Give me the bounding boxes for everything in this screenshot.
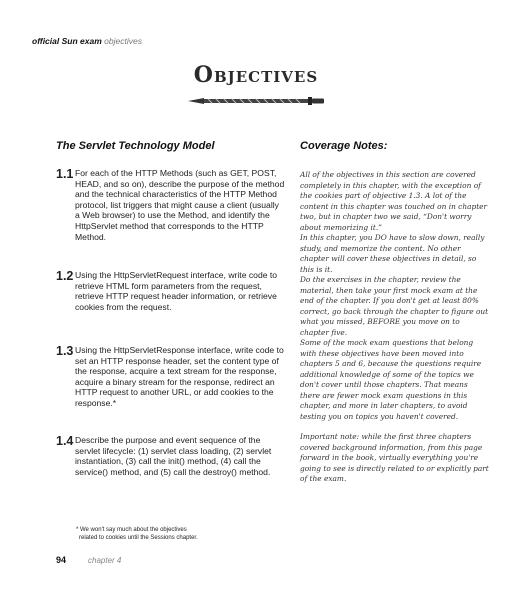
rope-sword-ornament <box>186 92 326 110</box>
coverage-paragraph: All of the objectives in this section are covered completely in this chapter, with the exception of the cookies part of objective 1.3. A lot of the content in this chapter was touched on in chapter two, but in chapter two we said, “Don't worry about memorizing it.” <box>300 170 488 232</box>
coverage-notes <box>300 170 490 485</box>
banner-title: Objectives <box>193 62 319 88</box>
objective-text: For each of the HTTP Methods (such as GET, POST, HEAD, and so on), describe the purpose of the method and the technical characteristics of the HTTP Method protocol, list triggers that might cause a client (usually a Web browser) to use the Method, and identify the HttpServlet method that corresponds to the HTTP Method. <box>75 168 285 242</box>
footnote-line-1: * We won't say much about the objectives <box>76 527 187 533</box>
objective-1-3 <box>56 345 286 409</box>
coverage-paragraph: Some of the mock exam questions that belong with these objectives have been moved into chapters 5 and 6, because the questions require additional knowledge of some of the topics we don't cover until those chapters. That means there are fewer mock exam questions in this chapter, and more in later chapters, to avoid testing you on topics you haven't covered. <box>300 338 482 421</box>
objective-number: 1.4 <box>56 434 74 448</box>
objective-1-4 <box>56 435 286 477</box>
chapter-label: chapter 4 <box>88 556 122 565</box>
footnote-line-2: related to cookies until the Sessions chapter. <box>79 535 198 541</box>
objective-number: 1.1 <box>56 167 74 181</box>
header-prefix: official Sun exam <box>32 36 102 46</box>
objective-1-2 <box>56 270 286 312</box>
header-suffix: objectives <box>104 36 142 46</box>
objective-number: 1.2 <box>56 269 74 283</box>
objectives-banner <box>186 62 326 114</box>
objective-1-1 <box>56 168 286 242</box>
coverage-paragraph: In this chapter, you DO have to slow down, really study, and memorize the content. No other chapter will cover these objectives in detail, so this is it. <box>300 233 485 274</box>
objective-text: Describe the purpose and event sequence of the servlet lifecycle: (1) servlet class loading, (2) servlet instantiation, (3) call the init() method, (4) call the service() method, and (5) call the destroy() method. <box>75 435 272 477</box>
objective-number: 1.3 <box>56 344 74 358</box>
coverage-paragraph: Do the exercises in the chapter, review the material, then take your first mock exam at the end of the chapter. If you don't get at least 80% correct, go back through the chapter to figure out what you missed, BEFORE you move on to chapter five. <box>300 275 489 337</box>
coverage-notes-heading: Coverage Notes: <box>300 140 388 152</box>
running-header <box>32 36 142 46</box>
objective-text: Using the HttpServletRequest interface, write code to retrieve HTML form parameters from the request, retrieve HTTP request header information, or retrieve cookies from the request. <box>75 270 278 312</box>
objective-text: Using the HttpServletResponse interface, write code to set an HTTP response header, set the content type of the response, acquire a text stream for the response, acquire a binary stream for the response, redirect an HTTP request to another URL, or add cookies to the response.* <box>75 345 284 408</box>
important-note: Important note: while the first three chapters covered background information, from this page forward in the book, virtually everything you're going to see is directly related to or explicitly part of the exam. <box>300 432 489 483</box>
section-heading: The Servlet Technology Model <box>56 140 215 152</box>
footnote <box>76 526 246 542</box>
page-number: 94 <box>56 555 67 565</box>
